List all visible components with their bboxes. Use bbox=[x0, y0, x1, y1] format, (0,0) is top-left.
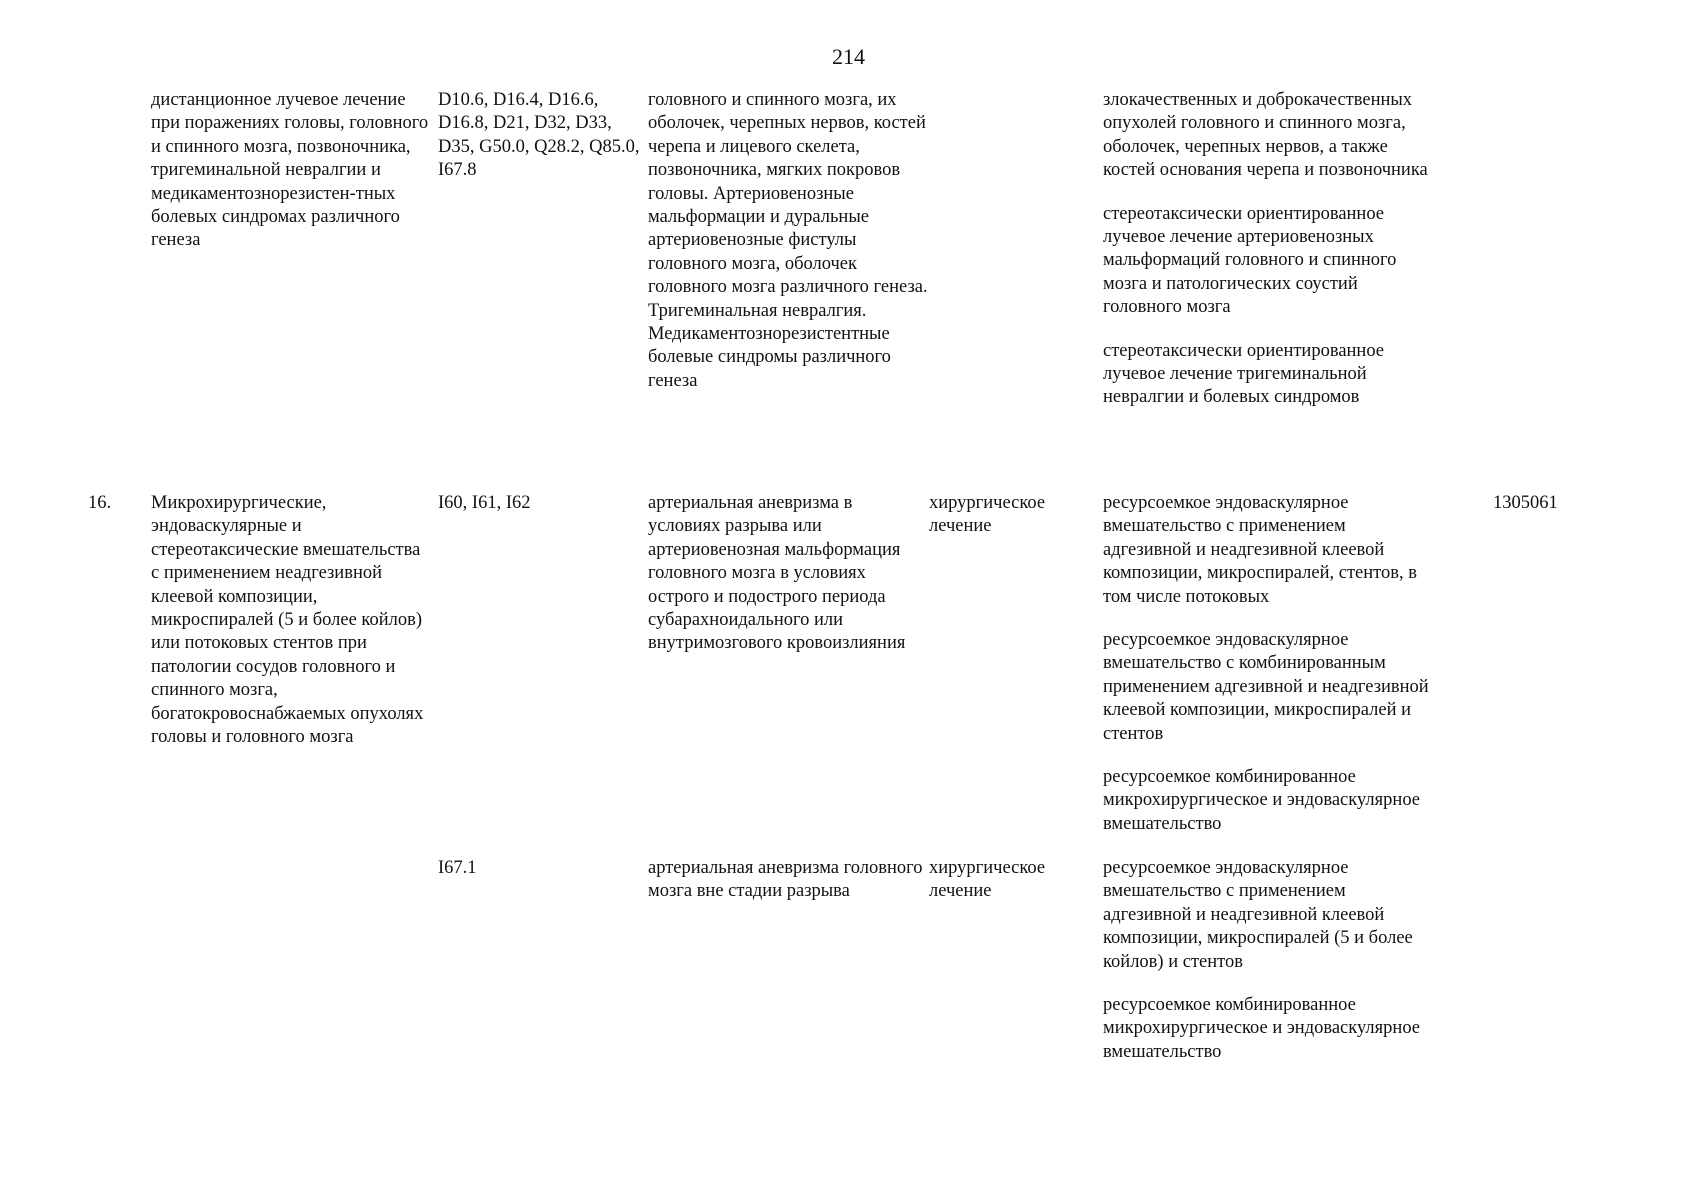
cost-value: 1305061 bbox=[1493, 493, 1558, 513]
row-number: 16. bbox=[88, 493, 112, 513]
page-number: 214 bbox=[832, 44, 865, 69]
treatment-kind: хирургическое лечение bbox=[929, 858, 1046, 902]
treatment-methods bbox=[1103, 492, 1433, 836]
care-type-name: Микрохирургические, эндоваскулярные и стереотаксические вмешательства с применением неадгезивной клеевой композиции, микроспиралей (5 и более койлов) или потоковых стентов при патологии сосудов головного и спинного мозга, богатокровоснабжаемых опухолях головы и головного мозга bbox=[151, 493, 424, 748]
treatment-kind: хирургическое лечение bbox=[929, 493, 1046, 537]
treatment-methods bbox=[1103, 857, 1433, 1064]
care-type-name: дистанционное лучевое лечение при поражениях головы, головного и спинного мозга, позвоночника, тригеминальной невралгии и медикаментознорезистен-тных болевых синдромах различного генеза bbox=[151, 90, 429, 251]
patient-model: артериальная аневризма в условиях разрыва или артериовенозная мальформация головного мозга в условиях острого и подострого периода субарахноидального или внутримозгового кровоизлияния bbox=[648, 493, 906, 654]
icd-codes: I67.1 bbox=[438, 858, 477, 878]
treatment-method: стереотаксически ориентированное лучевое лечение тригеминальной невралгии и болевых синдромов bbox=[1103, 340, 1385, 408]
treatment-method: ресурсоемкое комбинированное микрохирургическое и эндоваскулярное вмешательство bbox=[1103, 767, 1421, 834]
icd-codes: D10.6, D16.4, D16.6, D16.8, D21, D32, D33, D35, G50.0, Q28.2, Q85.0, I67.8 bbox=[438, 90, 640, 181]
treatment-methods bbox=[1103, 89, 1433, 410]
treatment-method: ресурсоемкое эндоваскулярное вмешательство с применением адгезивной и неадгезивной клеевой композиции, микроспиралей (5 и более койлов) и стентов bbox=[1103, 858, 1413, 972]
patient-model: головного и спинного мозга, их оболочек, черепных нервов, костей черепа и лицевого скелета, позвоночника, мягких покровов головы. Артериовенозные мальформации и дуральные артериовенозные фистулы головного мозга, оболочек головного мозга различного генеза. Тригеминальная невралгия. Медикаментознорезистентные болевые синдромы различного генеза bbox=[648, 90, 928, 391]
icd-codes: I60, I61, I62 bbox=[438, 493, 531, 513]
treatment-method: ресурсоемкое эндоваскулярное вмешательство с применением адгезивной и неадгезивной клеевой композиции, микроспиралей, стентов, в том числе потоковых bbox=[1103, 493, 1417, 607]
treatment-method: ресурсоемкое комбинированное микрохирургическое и эндоваскулярное вмешательство bbox=[1103, 995, 1421, 1062]
treatment-method: стереотаксически ориентированное лучевое лечение артериовенозных мальформаций головного и спинного мозга и патологических соустий головного мозга bbox=[1103, 203, 1397, 318]
treatment-method: ресурсоемкое эндоваскулярное вмешательство с комбинированным применением адгезивной и неадгезивной клеевой композиции, микроспиралей и стентов bbox=[1103, 630, 1429, 744]
patient-model: артериальная аневризма головного мозга вне стадии разрыва bbox=[648, 858, 923, 902]
treatment-method: злокачественных и доброкачественных опухолей головного и спинного мозга, оболочек, черепных нервов, а также костей основания черепа и позвоночника bbox=[1103, 90, 1428, 181]
